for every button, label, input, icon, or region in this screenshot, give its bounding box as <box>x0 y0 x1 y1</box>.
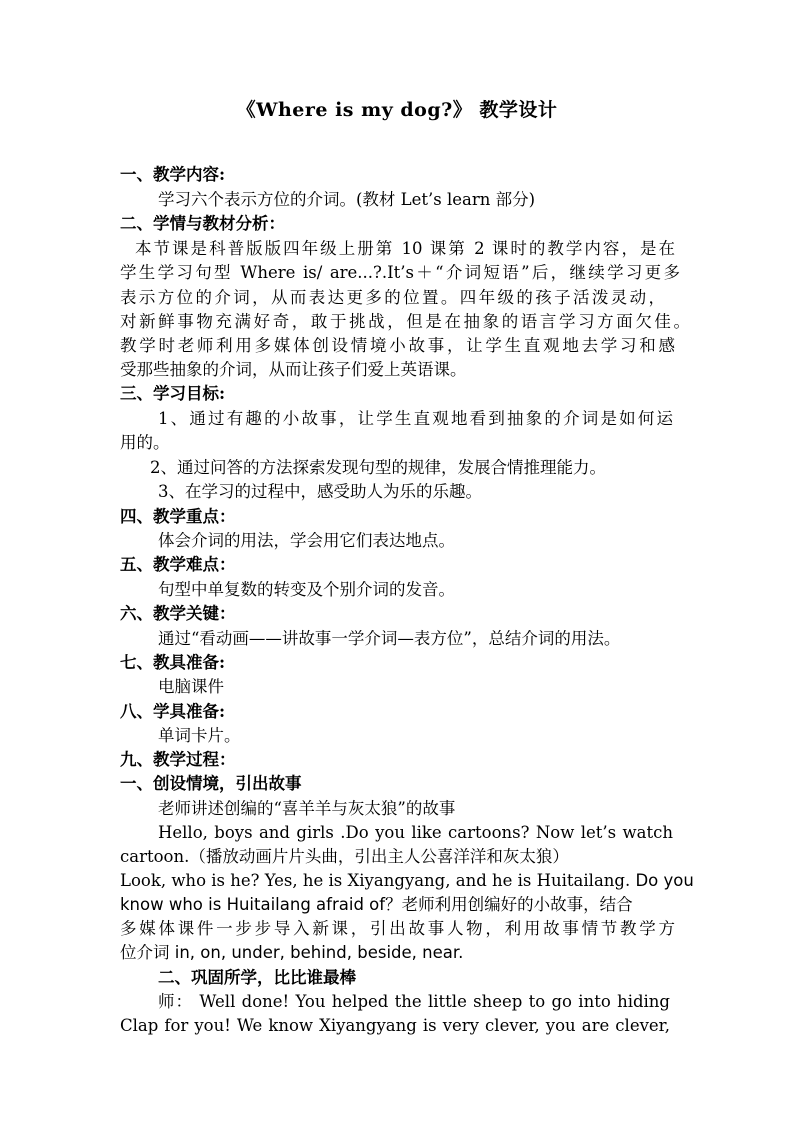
section-heading-key: 六、教学关键： <box>120 604 236 623</box>
process-step-1-line-7 <box>120 941 680 965</box>
process-step-1-line-5 <box>120 893 680 917</box>
know-text-cn: ？老师利用创编好的小故事，结合 <box>385 895 633 914</box>
analysis-line-4: 对新鲜事物充满好奇，敢于挑战，但是在抽象的语言学习方面欠佳。 <box>120 312 690 331</box>
section-heading-student-aids: 八、学具准备: <box>120 702 226 721</box>
key-points-body: 体会介词的用法，学会用它们表达地点。 <box>158 531 455 550</box>
difficulties-body: 句型中单复数的转变及个别介词的发音。 <box>158 580 455 599</box>
student-aids-body: 单词卡片。 <box>158 726 241 745</box>
process-step-1-heading: 一、创设情境，引出故事 <box>120 774 302 793</box>
analysis-line-3: 表示方位的介词，从而表达更多的位置。四年级的孩子活泼灵动， <box>120 288 665 307</box>
key-body: 通过“看动画——讲故事一学介词—表方位”，总结介词的用法。 <box>158 629 621 648</box>
process-step-2-heading: 二、巩固所学，比比谁最棒 <box>158 968 356 987</box>
prep-list: in, on, under, behind, beside, near. <box>174 943 464 962</box>
analysis-line-5: 教学时老师利用多媒体创设情境小故事，让学生直观地去学习和感 <box>120 336 675 355</box>
objective-line-1: 1、通过有趣的小故事，让学生直观地看到抽象的介词是如何运 <box>158 409 673 428</box>
process-step-1-line-4 <box>120 869 694 893</box>
process-step-1-line-1: 老师讲述创编的“喜羊羊与灰太狼”的故事 <box>158 799 456 818</box>
section-heading-process: 九、教学过程： <box>120 750 236 769</box>
section-heading-teaching-aids: 七、教具准备: <box>120 653 226 672</box>
look-text-sans: Do you <box>635 871 694 890</box>
process-step-1-line-3: cartoon.（播放动画片片头曲，引出主人公喜洋洋和灰太狼） <box>120 847 569 866</box>
look-text: Look, who is he? Yes, he is Xiyangyang, and he is Huitailang. <box>120 871 636 890</box>
analysis-line-2: 学生学习句型 Where is/ are...?.It’s＋“介词短语”后，继续学习更多 <box>120 263 680 282</box>
analysis-line-1: 本节课是科普版版四年级上册第 10 课第 2 课时的教学内容，是在 <box>135 239 675 258</box>
objective-line-1-cont: 用的。 <box>120 433 170 452</box>
section-heading-analysis: 二、学情与教材分析： <box>120 214 285 233</box>
section-body-content: 学习六个表示方位的介词。(教材 Let’s learn 部分) <box>158 190 536 209</box>
section-heading-content: 一、教学内容: <box>120 165 226 184</box>
process-step-2-line-2: Clap for you! We know Xiyangyang is very clever, you are clever, <box>120 1016 670 1035</box>
know-text: know who is Huitailang afraid of <box>120 895 386 914</box>
objective-line-3: 3、在学习的过程中，感受助人为乐的乐趣。 <box>158 482 482 501</box>
section-heading-objectives: 三、学习目标: <box>120 384 226 403</box>
section-heading-difficulties: 五、教学难点： <box>120 555 236 574</box>
process-step-1-line-2: Hello, boys and girls .Do you like cartoons? Now let’s watch <box>158 823 673 842</box>
document-title: 《Where is my dog?》 教学设计 <box>236 99 558 121</box>
process-step-2-line-1: 师： Well done! You helped the little sheep to go into hiding <box>158 992 670 1011</box>
analysis-line-6: 受那些抽象的介词，从而让孩子们爱上英语课。 <box>120 360 467 379</box>
objective-line-2: 2、通过问答的方法探索发现句型的规律，发展合情推理能力。 <box>150 458 606 477</box>
teaching-aids-body: 电脑课件 <box>158 677 224 696</box>
process-step-1-line-6: 多媒体课件一步步导入新课，引出故事人物，利用故事情节教学方 <box>120 919 675 938</box>
section-heading-key-points: 四、教学重点： <box>120 507 236 526</box>
prep-text-cn: 位介词 <box>120 943 175 962</box>
